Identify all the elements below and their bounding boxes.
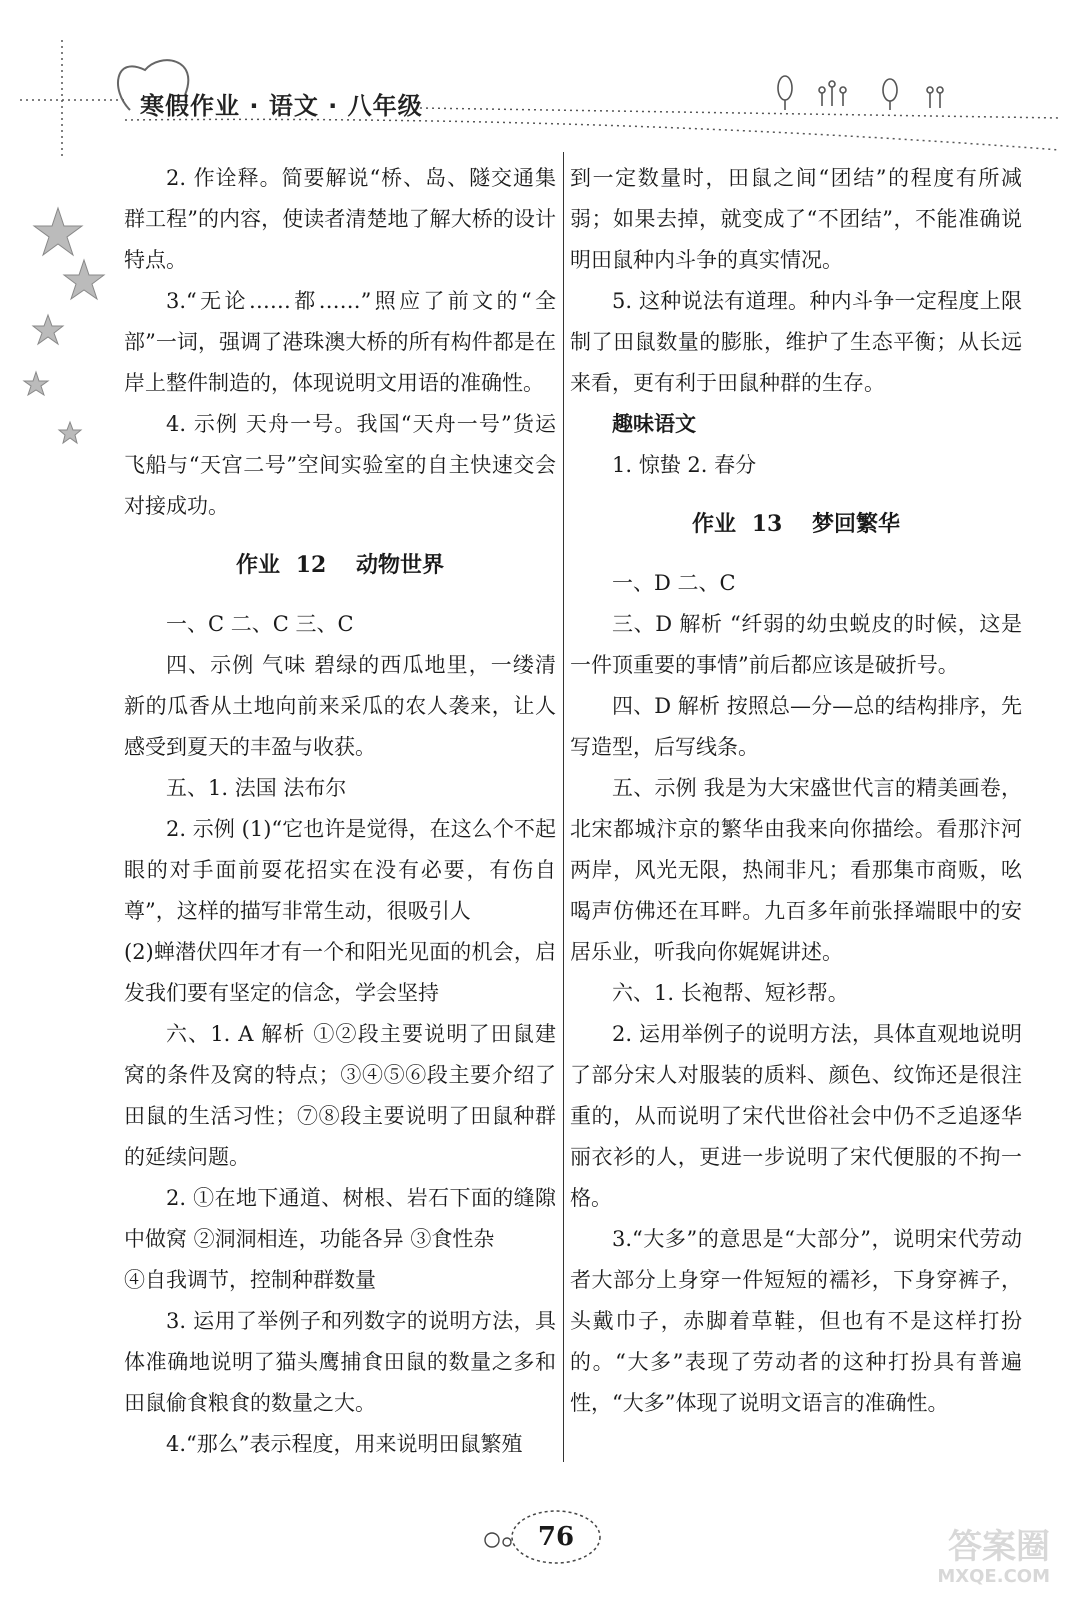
fun-chinese-heading: 趣味语文	[612, 412, 696, 436]
answer-paragraph: 3.“无论……都……”照应了前文的“全部”一词，强调了港珠澳大桥的所有构件都是在岸上整件制造的，体现说明文用语的准确性。	[124, 289, 556, 395]
answer-paragraph: 四、示例 气味 碧绿的西瓜地里，一缕清新的瓜香从土地向前来采瓜的农人袭来，让人感受到夏天的丰盈与收获。	[124, 653, 556, 759]
answer-paragraph: 五、示例 我是为大宋盛世代言的精美画卷，北宋都城汴京的繁华由我来向你描绘。看那汴河两岸，风光无限，热闹非凡；看那集市商贩，吆喝声仿佛还在耳畔。九百多年前张择端眼中的安居乐业，听我向你娓娓讲述。	[570, 776, 1022, 964]
answer-paragraph: 4. 示例 天舟一号。我国“天舟一号”货运飞船与“天宫二号”空间实验室的自主快速交会对接成功。	[124, 412, 556, 518]
answer-paragraph: 到一定数量时，田鼠之间“团结”的程度有所减弱；如果去掉，就变成了“不团结”，不能准确说明田鼠种内斗争的真实情况。	[570, 166, 1022, 272]
section-title: 动物世界	[355, 553, 444, 578]
answer-paragraph: 4.“那么”表示程度，用来说明田鼠繁殖	[166, 1432, 523, 1456]
section-heading-12	[124, 545, 556, 586]
answer-paragraph: 五、1. 法国 法布尔	[166, 776, 347, 800]
section-heading-13	[570, 504, 1022, 545]
section-number: 12	[295, 552, 327, 578]
answer-paragraph: 3. 运用了举例子和列数字的说明方法，具体准确地说明了猫头鹰捕食田鼠的数量之多和田鼠偷食粮食的数量之大。	[124, 1309, 556, 1415]
section-label: 作业	[692, 512, 737, 537]
answer-paragraph: 2. ①在地下通道、树根、岩石下面的缝隙中做窝 ②洞洞相连，功能各异 ③食性杂	[124, 1186, 556, 1251]
answer-paragraph: (2)蝉潜伏四年才有一个和阳光见面的机会，启发我们要有坚定的信念，学会坚持	[124, 940, 556, 1005]
section-label: 作业	[236, 553, 281, 578]
section-title: 梦回繁华	[811, 512, 900, 537]
header-decoration	[0, 0, 1072, 160]
watermark-logo-text: 答案圈	[948, 1527, 1050, 1567]
star-icon	[34, 208, 82, 255]
answer-paragraph: 四、D 解析 按照总—分—总的结构排序，先写造型，后写线条。	[570, 694, 1022, 759]
star-icon	[24, 372, 48, 395]
page-number: 76	[537, 1522, 575, 1552]
answer-paragraph: 2. 示例 (1)“它也许是觉得，在这么个不起眼的对手面前耍花招实在没有必要，有伤自尊”，这样的描写非常生动，很吸引人	[124, 817, 556, 923]
column-divider	[563, 152, 564, 1462]
watermark-url: MXQE.COM	[937, 1566, 1050, 1587]
answer-paragraph: 5. 这种说法有道理。种内斗争一定程度上限制了田鼠数量的膨胀，维护了生态平衡；从长远来看，更有利于田鼠种群的生存。	[570, 289, 1022, 395]
margin-stars	[0, 200, 120, 680]
header-title: 寒假作业 · 语文 · 八年级	[140, 92, 423, 120]
answer-paragraph: 六、1. 长袍帮、短衫帮。	[612, 981, 849, 1005]
answer-paragraph: 1. 惊蛰 2. 春分	[612, 453, 757, 477]
answer-paragraph: 2. 作诠释。简要解说“桥、岛、隧交通集群工程”的内容，使读者清楚地了解大桥的设计特点。	[124, 166, 556, 272]
answer-paragraph: 三、D 解析 “纤弱的幼虫蜕皮的时候，这是一件顶重要的事情”前后都应该是破折号。	[570, 612, 1022, 677]
answer-paragraph: 六、1. A 解析 ①②段主要说明了田鼠建窝的条件及窝的特点；③④⑤⑥段主要介绍了田鼠的生活习性；⑦⑧段主要说明了田鼠种群的延续问题。	[124, 1022, 556, 1169]
left-column	[124, 158, 556, 1465]
star-icon	[64, 260, 104, 299]
answer-paragraph: 一、D 二、C	[612, 571, 736, 595]
watermark	[900, 1528, 1050, 1588]
star-icon	[33, 315, 63, 344]
answer-paragraph: ④自我调节，控制种群数量	[124, 1268, 376, 1292]
answer-paragraph: 2. 运用举例子的说明方法，具体直观地说明了部分宋人对服装的质料、颜色、纹饰还是很注重的，从而说明了宋代世俗社会中仍不乏追逐华丽衣衫的人，更进一步说明了宋代便服的不拘一格。	[570, 1022, 1022, 1210]
right-column	[570, 158, 1022, 1424]
section-number: 13	[751, 511, 783, 537]
answer-paragraph: 3.“大多”的意思是“大部分”，说明宋代劳动者大部分上身穿一件短短的襦衫，下身穿裤子，头戴巾子，赤脚着草鞋，但也有不是这样打扮的。“大多”表现了劳动者的这种打扮具有普遍性，“大多”体现了说明文语言的准确性。	[570, 1227, 1022, 1415]
star-icon	[59, 422, 81, 443]
answer-paragraph: 一、C 二、C 三、C	[166, 612, 354, 636]
